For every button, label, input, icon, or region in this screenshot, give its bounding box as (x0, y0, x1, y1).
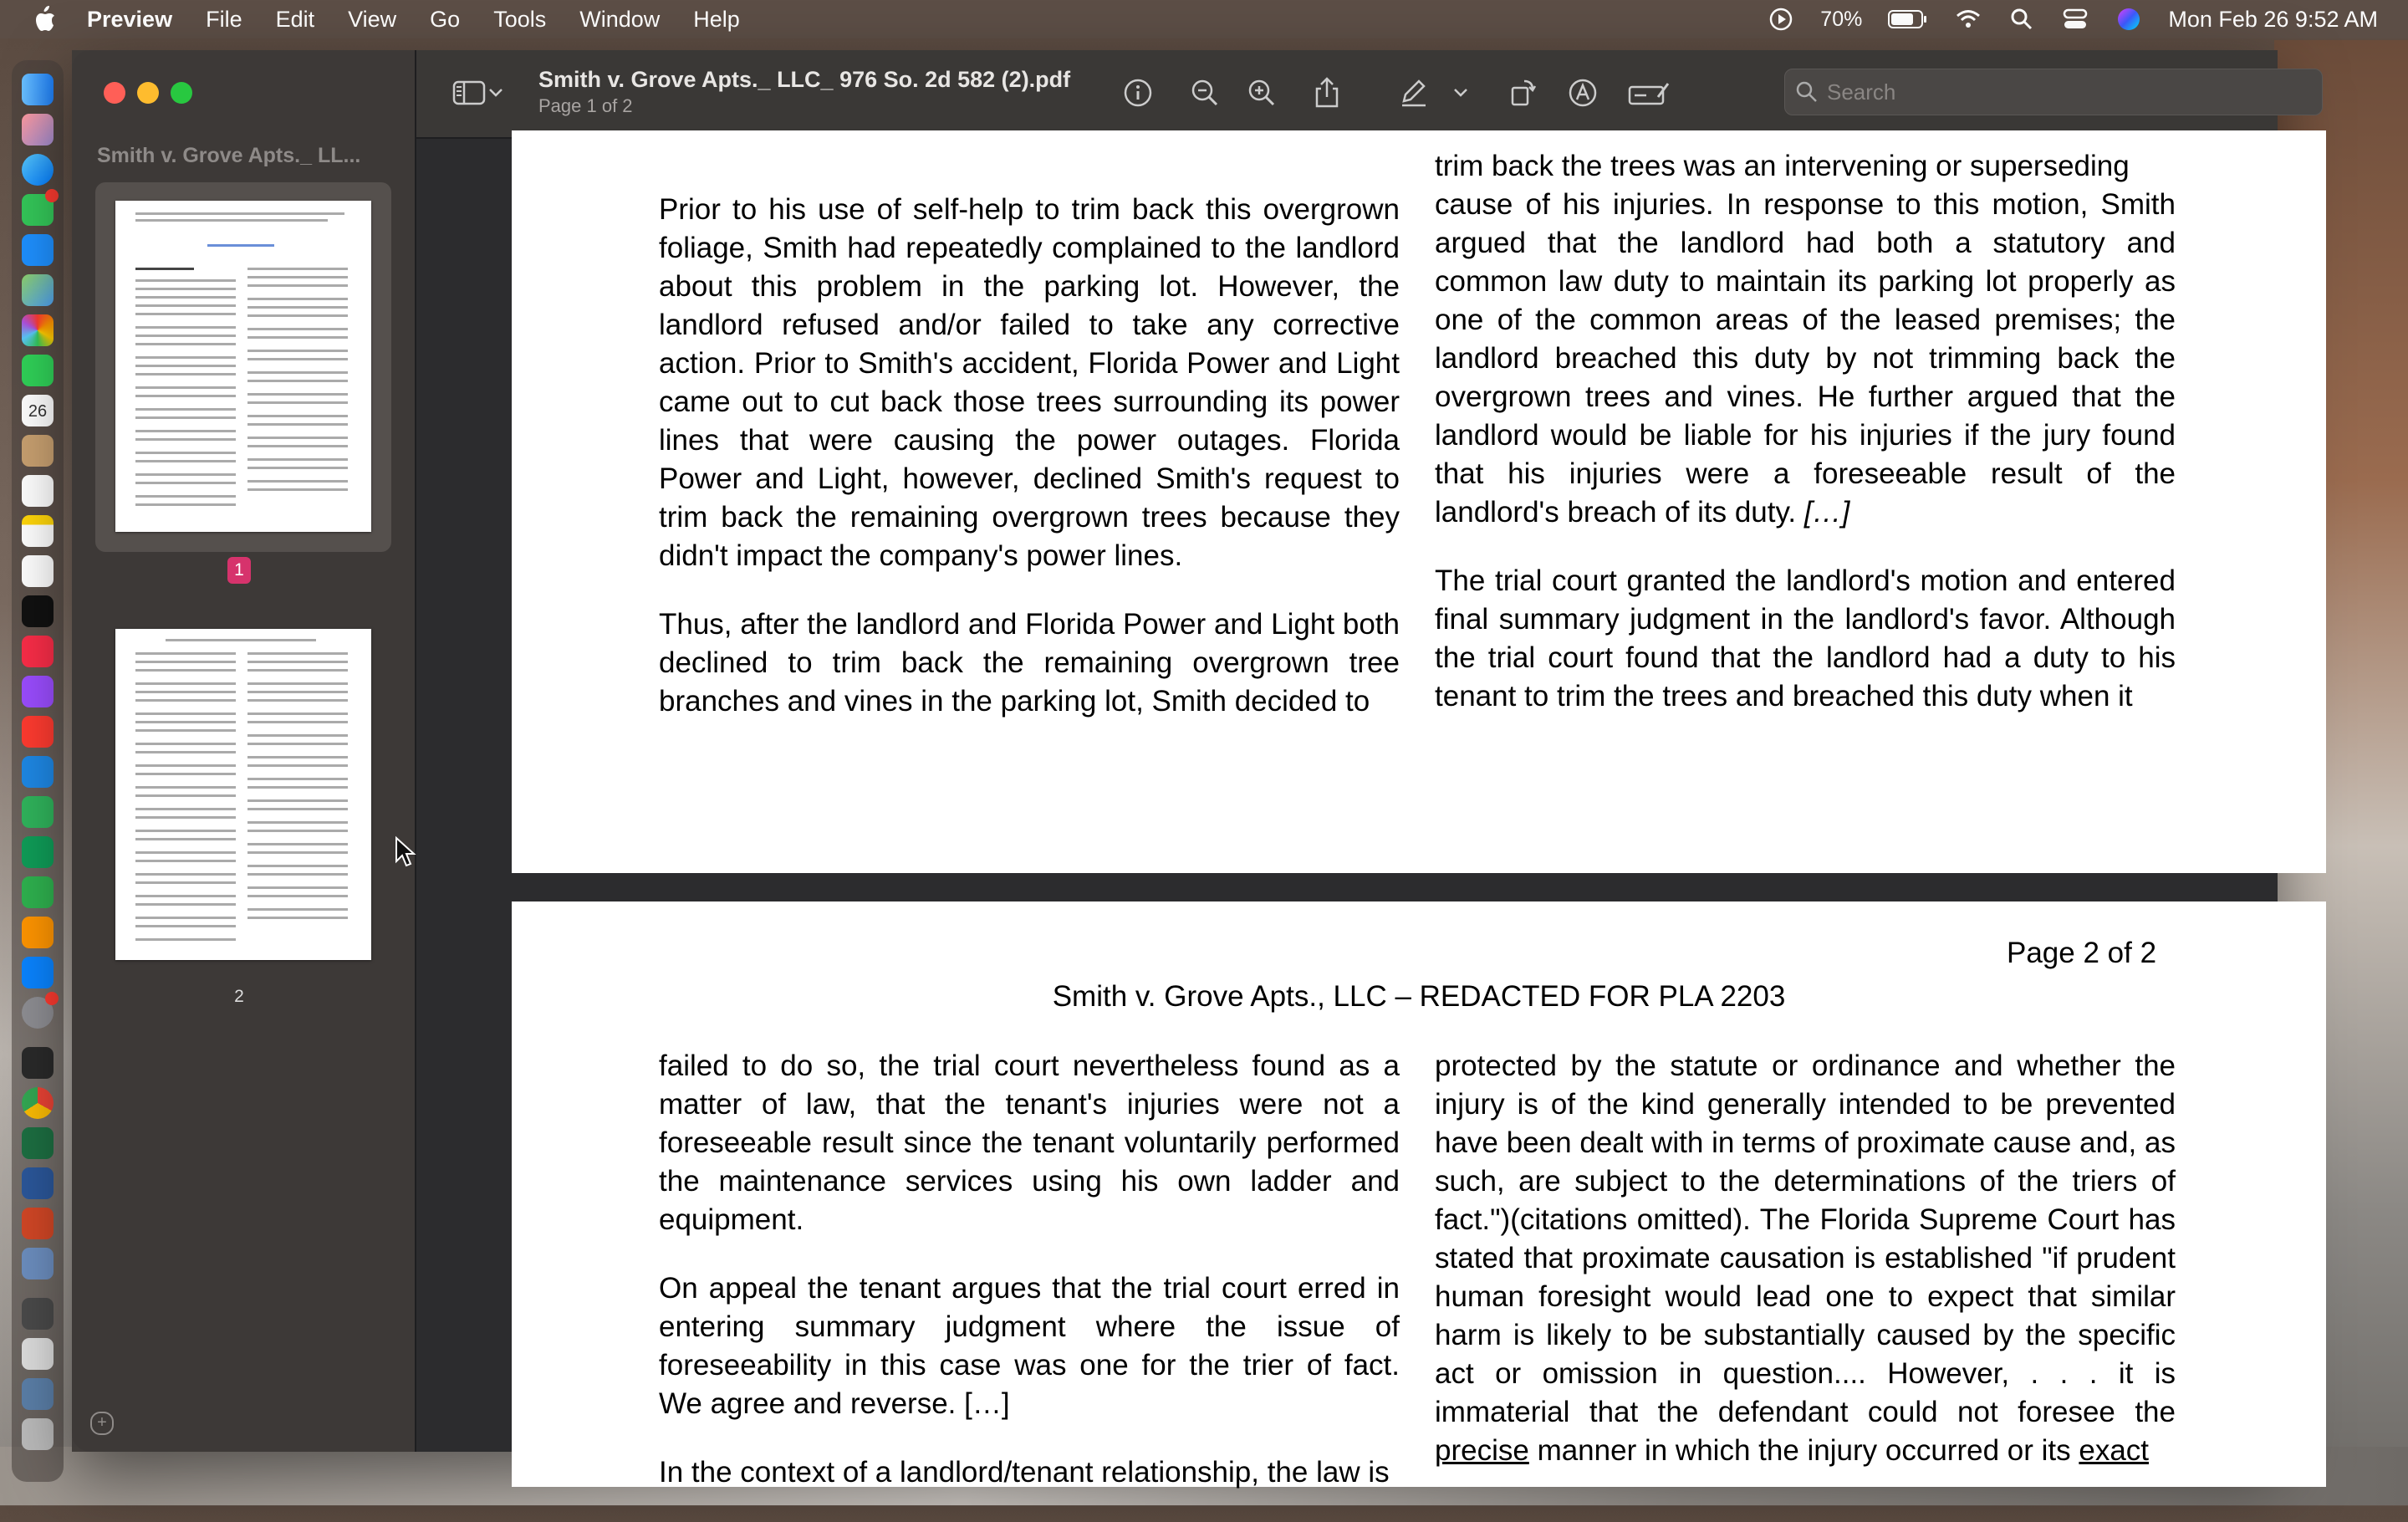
document-stack-icon[interactable] (22, 1338, 54, 1370)
partial-line: trim back the trees was an intervening or superseding (1435, 150, 2130, 182)
add-icon[interactable]: + (90, 1412, 114, 1435)
menu-help[interactable]: Help (693, 6, 740, 32)
ellipsis-bracket: […] (1803, 496, 1850, 529)
safari-icon[interactable] (22, 154, 54, 186)
app-dark-icon[interactable] (22, 1047, 54, 1079)
pdf-page-1 (512, 130, 2326, 873)
page2-left-column (659, 1047, 1400, 1522)
document-title: Smith v. Grove Apts._ LLC_ 976 So. 2d 582 (2).pdf (538, 67, 1071, 92)
paragraph: On appeal the tenant argues that the trial court erred in entering summary judgment where the issue of foreseeability in this case was one for the trier of fact. We agree and reverse. […] (659, 1272, 1400, 1420)
contacts-icon[interactable] (22, 435, 54, 467)
search-input[interactable] (1825, 79, 2322, 106)
paragraph: The trial court granted the landlord's motion and entered final summary judgment in the landlord's favor. Although the trial court found that the landlord had a duty to his tenant to trim the trees and breached this duty when it (1435, 564, 2176, 712)
info-icon[interactable] (1120, 75, 1156, 110)
menu-app-name[interactable]: Preview (87, 6, 173, 32)
finder-icon[interactable] (22, 74, 54, 105)
page-thumbnail-1[interactable] (115, 201, 371, 532)
music-icon[interactable] (22, 636, 54, 667)
folder-stack-icon[interactable] (22, 1378, 54, 1410)
page-thumbnail-1-label: 1 (227, 557, 251, 584)
paragraph-continued: manner in which the injury occurred or its (1537, 1434, 2071, 1467)
rotate-icon[interactable] (1505, 75, 1540, 110)
notes-icon[interactable] (22, 515, 54, 547)
stocks-icon[interactable] (22, 796, 54, 828)
zoom-window-button[interactable] (171, 82, 192, 104)
search-icon (1795, 80, 1819, 104)
zoom-out-icon[interactable] (1187, 75, 1222, 110)
page-thumbnail-2-label: 2 (234, 987, 244, 1006)
minimize-window-button[interactable] (137, 82, 159, 104)
news-icon[interactable] (22, 716, 54, 748)
preview-icon[interactable] (22, 1248, 54, 1279)
launchpad-icon[interactable] (22, 114, 54, 146)
markup-pen-icon[interactable] (1396, 75, 1431, 110)
play-circle-icon[interactable] (1767, 5, 1795, 33)
underlined-word: precise (1435, 1434, 1529, 1467)
battery-percent: 70% (1820, 7, 1863, 31)
page1-left-column (659, 191, 1400, 751)
menu-edit[interactable]: Edit (275, 6, 315, 32)
paragraph: In the context of a landlord/tenant relationship, the law is (659, 1456, 1390, 1489)
dock (12, 60, 64, 1482)
preview-window (72, 50, 2278, 1489)
app-store-icon[interactable] (22, 957, 54, 988)
share-icon[interactable] (1309, 75, 1344, 110)
paragraph: cause of his injuries. In response to this motion, Smith argued that the landlord had both a statutory and common law duty to maintain its parking lot properly as one of the common areas of the leased premises; the landlord breached this duty by not trimming back the overgrown trees and vines. He further argued that the landlord would be liable for his injuries if the jury found that his injuries were a foreseeable result of the landlord's breach of its duty. (1435, 188, 2176, 529)
keynote-icon[interactable] (22, 756, 54, 788)
chevron-down-icon[interactable] (485, 75, 507, 110)
page-header: Smith v. Grove Apts., LLC – REDACTED FOR PLA 2203 (1052, 980, 1786, 1013)
close-window-button[interactable] (104, 82, 125, 104)
search-field[interactable] (1784, 69, 2323, 115)
podcasts-icon[interactable] (22, 676, 54, 707)
maps-icon[interactable] (22, 274, 54, 306)
menu-go[interactable]: Go (430, 6, 461, 32)
freeform-icon[interactable] (22, 555, 54, 587)
pdf-page-2 (512, 901, 2326, 1487)
annotate-circle-icon[interactable] (1565, 75, 1600, 110)
page-indicator: Page 1 of 2 (538, 95, 633, 116)
control-center-icon[interactable] (2061, 5, 2089, 33)
menu-bar (0, 0, 2408, 38)
messages-icon[interactable] (22, 194, 54, 226)
mouse-pointer-icon (395, 836, 416, 868)
word-icon[interactable] (22, 1167, 54, 1199)
paragraph: Thus, after the landlord and Florida Power and Light both declined to trim back the remaining overgrown tree branches and vines in the parking lot, Smith decided to (659, 608, 1400, 718)
system-settings-icon[interactable] (22, 997, 54, 1029)
tv-icon[interactable] (22, 595, 54, 627)
toolbar (416, 50, 2278, 139)
downloads-folder-icon[interactable] (22, 1298, 54, 1330)
excel-icon[interactable] (22, 1127, 54, 1159)
menu-window[interactable]: Window (579, 6, 661, 32)
menu-file[interactable]: File (206, 6, 242, 32)
page2-right-column (1435, 1047, 2176, 1500)
paragraph: protected by the statute or ordinance and whether the injury is of the kind generally intended to be prevented have been dealt with in terms of proximate cause and, as such, are subject to the determinations of the triers of fact.")(citations omitted). The Florida Supreme Court has stated that proximate causation is established "if prudent human foresight would lead one to expect that similar harm is likely to be substantially caused by the specific act or omission in question.... However, . . . it is immaterial that the defendant could not foresee the (1435, 1050, 2176, 1428)
spotlight-search-icon[interactable] (2008, 5, 2036, 33)
menu-tools[interactable]: Tools (493, 6, 547, 32)
wifi-icon[interactable] (1954, 5, 1982, 33)
menu-clock[interactable]: Mon Feb 26 9:52 AM (2168, 6, 2378, 32)
reminders-icon[interactable] (22, 475, 54, 507)
numbers-icon[interactable] (22, 876, 54, 908)
chevron-down-icon-2[interactable] (1450, 75, 1472, 110)
siri-icon[interactable] (2115, 5, 2143, 33)
page1-right-column (1435, 147, 2176, 746)
photos-icon[interactable] (22, 314, 54, 346)
calendar-icon[interactable]: 26 (22, 395, 54, 426)
thumbnail-sidebar (72, 50, 416, 1452)
page-thumbnail-2[interactable] (115, 629, 371, 960)
underlined-word: exact (2079, 1434, 2150, 1467)
chrome-icon[interactable] (22, 1087, 54, 1119)
mail-icon[interactable] (22, 234, 54, 266)
app-green-icon[interactable] (22, 836, 54, 868)
form-fill-icon[interactable] (1627, 75, 1672, 110)
powerpoint-icon[interactable] (22, 1208, 54, 1239)
paragraph: Prior to his use of self-help to trim back this overgrown foliage, Smith had repeatedly complained to the landlord about this problem in the parking lot. However, the landlord refused and/or failed to take any corrective action. Prior to Smith's accident, Florida Power and Light came out to cut back those trees surrounding its power lines that were causing the power outages. Florida Power and Light, however, declined Smith's request to trim back the remaining overgrown trees because they didn't impact the company's power lines. (659, 193, 1400, 572)
menu-view[interactable]: View (348, 6, 397, 32)
battery-icon[interactable] (1887, 5, 1929, 33)
apple-menu-icon[interactable] (30, 5, 59, 33)
pages-icon[interactable] (22, 917, 54, 948)
trash-icon[interactable] (22, 1418, 54, 1450)
sidebar-toggle-icon[interactable] (452, 75, 487, 110)
document-view[interactable] (416, 139, 2278, 1489)
page-number: Page 2 of 2 (2007, 937, 2157, 969)
sidebar-document-title: Smith v. Grove Apts._ LL... (97, 144, 361, 167)
paragraph: failed to do so, the trial court nevertheless found as a matter of law, that the tenant's injuries were not a foreseeable result since the tenant voluntarily performed the maintenance services using his own ladder and equipment. (659, 1050, 1400, 1236)
facetime-icon[interactable] (22, 355, 54, 386)
zoom-in-icon[interactable] (1244, 75, 1279, 110)
